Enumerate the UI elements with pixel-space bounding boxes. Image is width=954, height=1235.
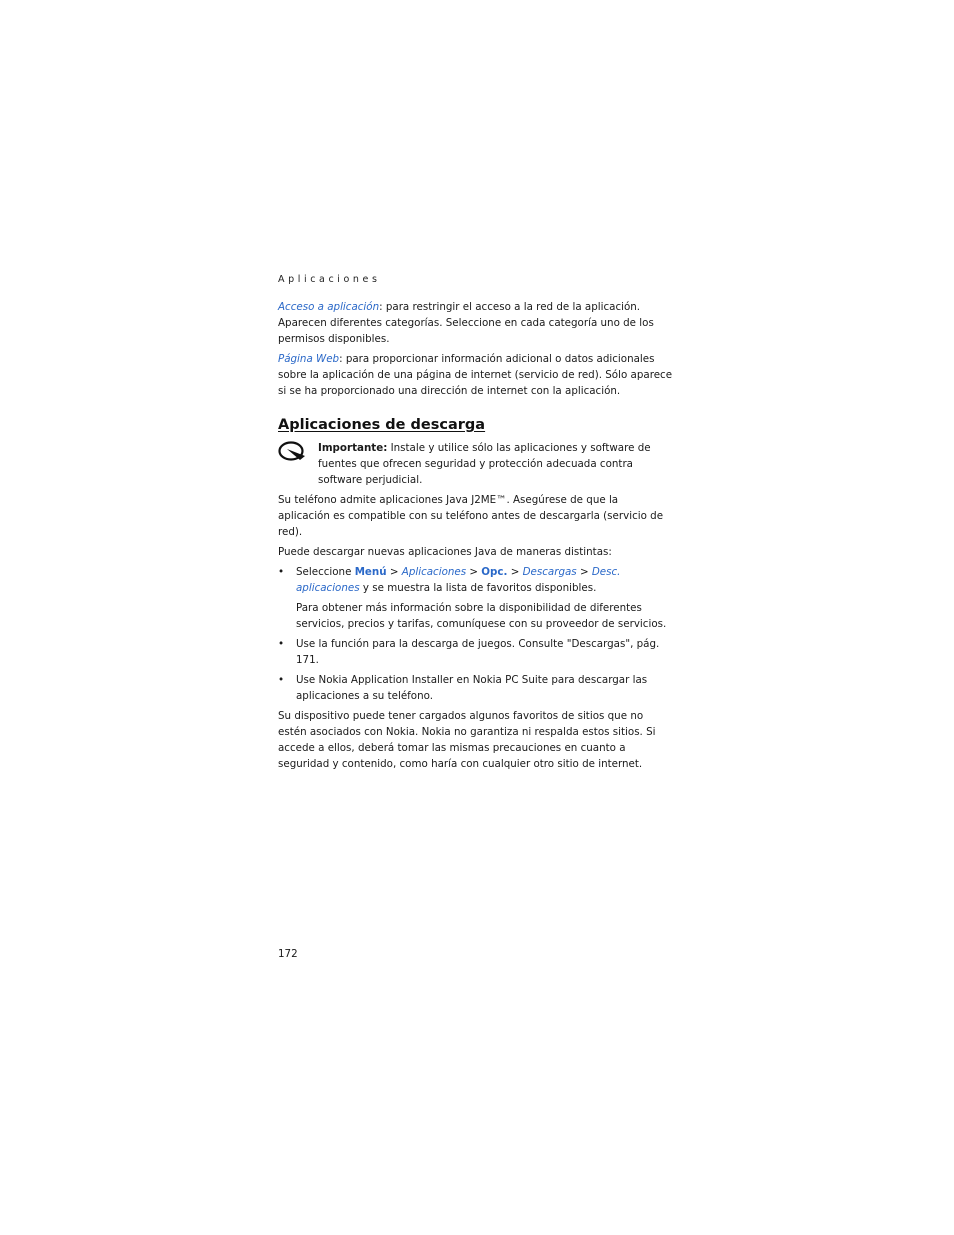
item1-suffix: y se muestra la lista de favoritos disponibles. [359, 582, 597, 594]
bullet: • [278, 638, 285, 650]
note-label: Importante: [318, 442, 388, 454]
important-note [278, 440, 673, 488]
bullet: • [278, 566, 285, 578]
paragraph-web-text: : para proporcionar información adicional o datos adicionales sobre la aplicación de una página de internet (servicio de red). Sólo aparece si se ha proporcionado una dirección de internet con la aplicación. [278, 353, 673, 397]
page-number: 172 [278, 948, 298, 960]
paragraph-access [278, 299, 673, 347]
paragraph-access-text: : para restringir el acceso a la red de la aplicación. Aparecen diferentes categorías. Seleccione en cada categoría uno de los permisos disponibles. [278, 301, 654, 345]
downloads-command: Descargas [522, 566, 577, 578]
item3-text: Use Nokia Application Installer en Nokia PC Suite para descargar las aplicaciones a su teléfono. [296, 674, 648, 702]
separator: > [576, 566, 592, 578]
paragraph-java-support: Su teléfono admite aplicaciones Java J2ME™. Asegúrese de que la aplicación es compatible con su teléfono antes de descargarla (servicio de red). [278, 494, 664, 538]
download-applications-command: Desc. aplicaciones [296, 566, 621, 594]
options-command: Opc. [481, 566, 508, 578]
bullet: • [278, 674, 285, 686]
term-access-application: Acceso a aplicación [278, 301, 380, 313]
section-title: Aplicaciones de descarga [278, 417, 486, 433]
important-note-icon [278, 440, 308, 462]
term-web-page: Página Web [278, 353, 340, 365]
paragraph-web-page [278, 351, 673, 399]
list-item [278, 564, 673, 632]
separator: > [507, 566, 523, 578]
content [278, 299, 673, 776]
paragraph-bookmarks-note: Su dispositivo puede tener cargados algunos favoritos de sitios que no estén asociados con Nokia. Nokia no garantiza ni respalda estos sitios. Si accede a ellos, deberá tomar las mismas precauciones en cuanto a seguridad y contenido, como haría con cualquier otro sitio de internet. [278, 710, 656, 770]
separator: > [466, 566, 482, 578]
applications-command: Aplicaciones [401, 566, 467, 578]
item1-prefix: Seleccione [296, 566, 355, 578]
note-text: Instale y utilice sólo las aplicaciones y software de fuentes que ofrecen seguridad y protección adecuada contra software perjudicial. [318, 442, 651, 486]
menu-command: Menú [354, 566, 387, 578]
separator: > [386, 566, 402, 578]
item1-extra: Para obtener más información sobre la disponibilidad de diferentes servicios, precios y tarifas, comuníquese con su proveedor de servicios. [296, 602, 667, 630]
paragraph-download-intro: Puede descargar nuevas aplicaciones Java de maneras distintas: [278, 546, 612, 558]
list-item [278, 672, 673, 704]
download-methods-list [278, 564, 673, 704]
list-item [278, 636, 673, 668]
running-header: Aplicaciones [278, 274, 381, 285]
item2-text: Use la función para la descarga de juegos. Consulte "Descargas", pág. 171. [296, 638, 660, 666]
